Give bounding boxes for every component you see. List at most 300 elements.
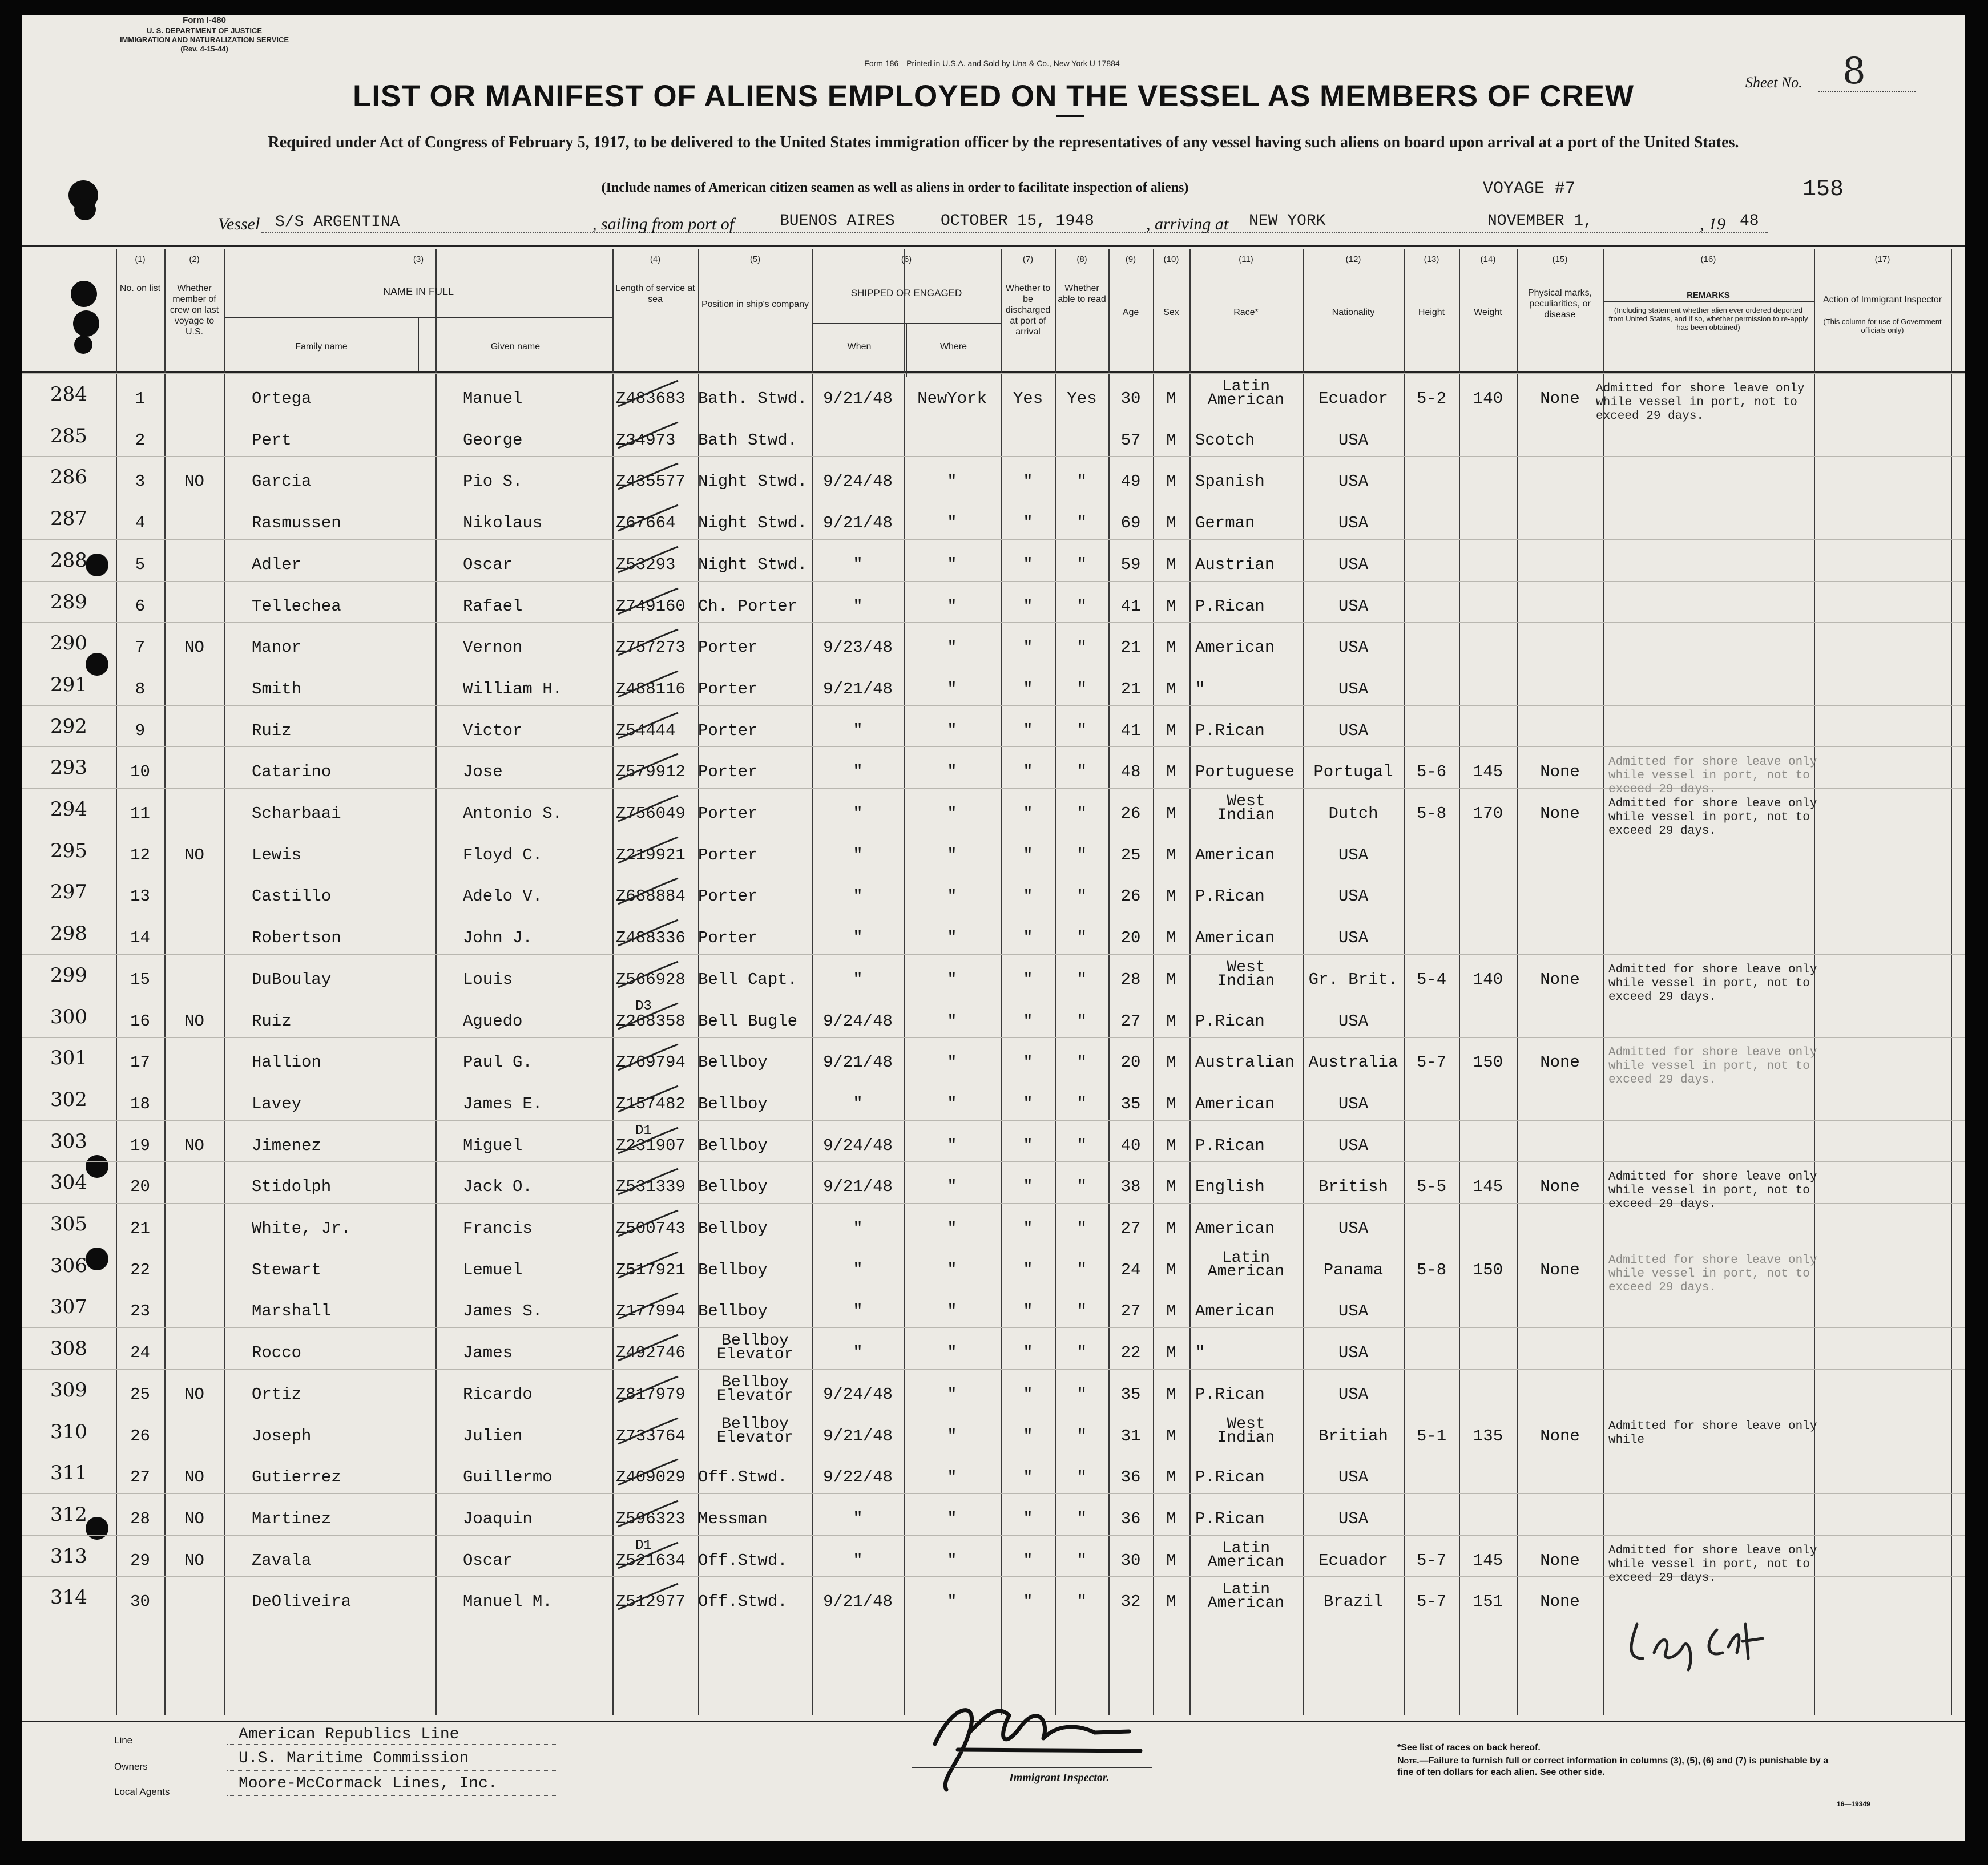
cell-age: 32 bbox=[1120, 1592, 1141, 1612]
cell-where: " bbox=[947, 887, 957, 906]
cell-sex: M bbox=[1166, 1302, 1176, 1321]
remark-text bbox=[1608, 1046, 1817, 1087]
document-title: LIST OR MANIFEST OF ALIENS EMPLOYED ON THE VESSEL AS MEMBERS OF CREW bbox=[352, 79, 1635, 113]
service-annotation: D1 bbox=[635, 1123, 652, 1139]
cell-family: Manor bbox=[252, 638, 302, 657]
cell-disch: " bbox=[1023, 845, 1033, 865]
cell-margin: 311 bbox=[50, 1462, 87, 1485]
cell-last: NO bbox=[184, 638, 204, 657]
cell-given: Ricardo bbox=[463, 1384, 533, 1404]
cell-position: Porter bbox=[698, 804, 758, 823]
column-number: (1) bbox=[135, 255, 146, 264]
cell-sex: M bbox=[1166, 721, 1176, 740]
cell-disch: " bbox=[1023, 596, 1033, 616]
cell-race: English bbox=[1195, 1177, 1265, 1197]
check-slash bbox=[615, 461, 684, 495]
cell-no: 28 bbox=[130, 1509, 150, 1528]
cell-given: Louis bbox=[463, 970, 513, 989]
department: U. S. DEPARTMENT OF JUSTICE bbox=[147, 26, 262, 35]
cell-given: Julien bbox=[463, 1426, 523, 1446]
cell-read: " bbox=[1076, 514, 1087, 533]
cell-read: " bbox=[1076, 1302, 1087, 1321]
cell-disch: " bbox=[1023, 1053, 1033, 1072]
column-label: Sex bbox=[1163, 308, 1179, 317]
check-slash bbox=[615, 627, 684, 661]
cell-when: 9/21/48 bbox=[823, 514, 893, 533]
cell-family: Ruiz bbox=[252, 1011, 292, 1031]
remark-line: exceed 29 days. bbox=[1608, 825, 1717, 838]
cell-service: Z769794 bbox=[616, 1053, 685, 1072]
cell-service: Z409029 bbox=[616, 1468, 685, 1487]
cell-age: 21 bbox=[1120, 679, 1141, 699]
cell-sex: M bbox=[1166, 1053, 1176, 1072]
cell-race: P.Rican bbox=[1195, 1011, 1265, 1031]
cell-service: Z492746 bbox=[616, 1343, 685, 1363]
cell-marks: None bbox=[1540, 1053, 1580, 1072]
cell-margin: 292 bbox=[50, 714, 87, 738]
remark-text bbox=[1608, 1170, 1817, 1212]
printer-line: Form 186—Printed in U.S.A. and Sold by Una & Co., New York U 17884 bbox=[864, 59, 1120, 68]
remark-line: while vessel in port, not to bbox=[1608, 769, 1810, 783]
vessel-label: Vessel bbox=[218, 215, 260, 233]
cell-sex: M bbox=[1166, 804, 1176, 823]
cell-race bbox=[1189, 795, 1303, 822]
cell-no: 12 bbox=[130, 845, 150, 865]
cell-position: Porter bbox=[698, 929, 758, 948]
cell-last: NO bbox=[184, 1384, 204, 1404]
cell-read: " bbox=[1076, 887, 1087, 906]
cell-margin: 285 bbox=[50, 424, 87, 447]
cell-given: Adelo V. bbox=[463, 887, 543, 906]
cell-disch: " bbox=[1023, 1468, 1033, 1487]
agents-rule bbox=[227, 1795, 558, 1796]
cell-margin: 310 bbox=[50, 1420, 87, 1443]
cell-race bbox=[1189, 1581, 1303, 1613]
cell-height: 5-7 bbox=[1416, 1592, 1447, 1612]
owners-rule bbox=[227, 1770, 558, 1771]
cell-where: " bbox=[947, 1260, 957, 1279]
officer-initials bbox=[1620, 1607, 1780, 1676]
column-number: (11) bbox=[1239, 255, 1253, 264]
cell-service: Z531339 bbox=[616, 1177, 685, 1197]
cell-margin: 289 bbox=[50, 590, 87, 613]
cell-where: " bbox=[947, 1219, 957, 1238]
cell-where: " bbox=[947, 1136, 957, 1155]
cell-given: Pio S. bbox=[463, 472, 523, 491]
cell-where: " bbox=[947, 1509, 957, 1528]
cell-race bbox=[1189, 380, 1303, 407]
cell-when: " bbox=[853, 762, 863, 782]
cell-age: 48 bbox=[1120, 762, 1141, 782]
cell-disch: " bbox=[1023, 555, 1033, 574]
cell-where: " bbox=[947, 1426, 957, 1446]
cell-disch: " bbox=[1023, 1136, 1033, 1155]
cell-family: Joseph bbox=[252, 1426, 312, 1446]
cell-line: American bbox=[1207, 1262, 1285, 1281]
cell-margin: 297 bbox=[50, 881, 87, 904]
cell-read: " bbox=[1076, 762, 1087, 782]
remark-line: while vessel in port, not to bbox=[1608, 1267, 1810, 1281]
cell-race: Australian bbox=[1195, 1053, 1295, 1072]
cell-marks: None bbox=[1540, 1426, 1580, 1446]
cell-nationality: British bbox=[1318, 1177, 1388, 1197]
cell-disch: " bbox=[1023, 1384, 1033, 1404]
cell-race: P.Rican bbox=[1195, 721, 1265, 740]
column-sublabel: Where bbox=[939, 342, 967, 352]
cell-disch: " bbox=[1023, 1343, 1033, 1363]
check-slash bbox=[615, 419, 684, 454]
cell-last: NO bbox=[184, 1011, 204, 1031]
cell-disch: " bbox=[1023, 1509, 1033, 1528]
cell-given: Aguedo bbox=[463, 1011, 523, 1031]
cell-nationality: USA bbox=[1338, 430, 1369, 450]
cell-age: 22 bbox=[1120, 1343, 1141, 1363]
cell-position: Bellboy bbox=[698, 1094, 768, 1113]
cell-read: " bbox=[1076, 1260, 1087, 1279]
cell-sex: M bbox=[1166, 1177, 1176, 1197]
cell-where: " bbox=[947, 1053, 957, 1072]
column-label: No. on list bbox=[119, 284, 161, 293]
cell-race: P.Rican bbox=[1195, 1384, 1265, 1404]
cell-nationality: Ecuador bbox=[1318, 389, 1388, 408]
cell-margin: 293 bbox=[50, 756, 87, 780]
cell-read: " bbox=[1076, 929, 1087, 948]
column-label: Physical marks, peculiarities, or disease bbox=[1527, 288, 1592, 320]
cell-service: Z749160 bbox=[616, 596, 685, 616]
cell-age: 20 bbox=[1120, 1053, 1141, 1072]
cell-race: American bbox=[1195, 845, 1275, 865]
cell-race: Austrian bbox=[1195, 555, 1275, 574]
cell-race: Spanish bbox=[1195, 472, 1265, 491]
cell-margin: 314 bbox=[50, 1586, 87, 1609]
cell-disch: " bbox=[1023, 762, 1033, 782]
cell-age: 27 bbox=[1120, 1011, 1141, 1031]
cell-read: " bbox=[1076, 1384, 1087, 1404]
cell-age: 26 bbox=[1120, 887, 1141, 906]
cell-where: " bbox=[947, 721, 957, 740]
cell-where: " bbox=[947, 1384, 957, 1404]
cell-when: " bbox=[853, 555, 863, 574]
cell-where: " bbox=[947, 1592, 957, 1612]
agents-label: Local Agents bbox=[114, 1786, 170, 1797]
revision: (Rev. 4-15-44) bbox=[180, 45, 228, 53]
check-slash bbox=[615, 502, 684, 536]
cell-age: 36 bbox=[1120, 1509, 1141, 1528]
cell-no: 6 bbox=[135, 596, 146, 616]
cell-where: " bbox=[947, 1302, 957, 1321]
cell-marks: None bbox=[1540, 1177, 1580, 1197]
service-annotation: D1 bbox=[635, 1537, 652, 1553]
cell-when: " bbox=[853, 721, 863, 740]
cell-nationality: USA bbox=[1338, 887, 1369, 906]
cell-line: Latin bbox=[1221, 1539, 1270, 1557]
cell-read: " bbox=[1076, 1592, 1087, 1612]
cell-sex: M bbox=[1166, 389, 1176, 408]
cell-disch: " bbox=[1023, 1219, 1033, 1238]
cell-disch: " bbox=[1023, 1011, 1033, 1031]
cell-position: Ch. Porter bbox=[698, 596, 798, 616]
cell-nationality: USA bbox=[1338, 1219, 1369, 1238]
cell-given: George bbox=[463, 430, 523, 450]
cell-service: Z488116 bbox=[616, 679, 685, 699]
cell-weight: 145 bbox=[1473, 1551, 1503, 1570]
cell-family: Smith bbox=[252, 679, 302, 699]
column-number: (15) bbox=[1552, 255, 1568, 264]
check-slash bbox=[615, 1540, 684, 1574]
cell-given: Manuel M. bbox=[463, 1592, 553, 1612]
cell-service: Z34973 bbox=[616, 430, 676, 450]
cell-read: " bbox=[1076, 845, 1087, 865]
cell-position: Bellboy bbox=[698, 1177, 768, 1197]
cell-nationality: USA bbox=[1338, 1509, 1369, 1528]
cell-margin: 304 bbox=[50, 1171, 87, 1194]
cell-position: Messman bbox=[698, 1509, 768, 1528]
cell-service: Z817979 bbox=[616, 1384, 685, 1404]
cell-line: Elevator bbox=[716, 1428, 794, 1447]
cell-given: Nikolaus bbox=[463, 514, 543, 533]
cell-nationality: Panama bbox=[1323, 1260, 1384, 1279]
cell-sex: M bbox=[1166, 1509, 1176, 1528]
column-sublabel: When bbox=[847, 342, 872, 352]
cell-where: " bbox=[947, 679, 957, 699]
cell-sex: M bbox=[1166, 1011, 1176, 1031]
cell-no: 9 bbox=[135, 721, 146, 740]
cell-given: Lemuel bbox=[463, 1260, 523, 1279]
cell-read: Yes bbox=[1067, 389, 1097, 408]
cell-where: " bbox=[947, 1094, 957, 1113]
cell-where: " bbox=[947, 762, 957, 782]
cell-race: American bbox=[1195, 1302, 1275, 1321]
cell-race: American bbox=[1195, 929, 1275, 948]
cell-sex: M bbox=[1166, 596, 1176, 616]
cell-age: 27 bbox=[1120, 1302, 1141, 1321]
cell-read: " bbox=[1076, 472, 1087, 491]
cell-read: " bbox=[1076, 1136, 1087, 1155]
check-slash bbox=[615, 917, 684, 951]
cell-line: Bellboy bbox=[721, 1332, 789, 1350]
remark-text bbox=[1596, 382, 1804, 423]
cell-race: American bbox=[1195, 638, 1275, 657]
cell-weight: 151 bbox=[1473, 1592, 1503, 1612]
cell-line: West bbox=[1227, 793, 1265, 810]
cell-line: West bbox=[1227, 958, 1265, 976]
cell-no: 26 bbox=[130, 1426, 150, 1446]
cell-sex: M bbox=[1166, 762, 1176, 782]
check-slash bbox=[615, 751, 684, 785]
legal-requirement: Required under Act of Congress of February 5, 1917, to be delivered to the United States immigration officer by the representatives of any vessel having such aliens on board upon arrival at a port of the United States. bbox=[268, 134, 1739, 151]
cell-service: Z53293 bbox=[616, 555, 676, 574]
cell-disch: " bbox=[1023, 514, 1033, 533]
cell-no: 7 bbox=[135, 638, 146, 657]
check-slash bbox=[615, 1415, 684, 1450]
check-slash bbox=[615, 793, 684, 827]
cell-disch: " bbox=[1023, 1592, 1033, 1612]
remark-text bbox=[1608, 963, 1817, 1004]
cell-read: " bbox=[1076, 596, 1087, 616]
cell-marks: None bbox=[1540, 804, 1580, 823]
cell-read: " bbox=[1076, 1551, 1087, 1570]
cell-when: 9/21/48 bbox=[823, 389, 893, 408]
cell-margin: 288 bbox=[50, 548, 87, 572]
check-slash bbox=[615, 1166, 684, 1200]
column-number: (14) bbox=[1480, 255, 1496, 264]
cell-sex: M bbox=[1166, 1384, 1176, 1404]
cell-read: " bbox=[1076, 1011, 1087, 1031]
cell-family: Lavey bbox=[252, 1094, 302, 1113]
cell-family: DuBoulay bbox=[252, 970, 332, 989]
cell-when: " bbox=[853, 1260, 863, 1279]
cell-margin: 309 bbox=[50, 1378, 87, 1402]
column-number: (2) bbox=[189, 255, 200, 264]
cell-no: 14 bbox=[130, 929, 150, 948]
cell-sex: M bbox=[1166, 845, 1176, 865]
cell-where: " bbox=[947, 514, 957, 533]
line-label: Line bbox=[114, 1735, 133, 1746]
cell-given: Oscar bbox=[463, 555, 513, 574]
cell-disch: " bbox=[1023, 638, 1033, 657]
sheet-no-label: Sheet No. bbox=[1745, 74, 1802, 91]
sub-column-rule bbox=[906, 323, 907, 377]
cell-last: NO bbox=[184, 1509, 204, 1528]
cell-nationality: USA bbox=[1338, 472, 1369, 491]
arrival-date: NOVEMBER 1, bbox=[1487, 212, 1593, 230]
check-slash bbox=[615, 1332, 684, 1366]
cell-where: " bbox=[947, 1468, 957, 1487]
cell-weight: 170 bbox=[1473, 804, 1503, 823]
cell-race: American bbox=[1195, 1094, 1275, 1113]
cell-family: Ruiz bbox=[252, 721, 292, 740]
column-subtext: (This column for use of Government officials only) bbox=[1823, 317, 1942, 334]
column-number: (4) bbox=[650, 255, 661, 264]
year-prefix: , 19 bbox=[1700, 215, 1725, 233]
cell-nationality: Brazil bbox=[1323, 1592, 1384, 1612]
cell-race: P.Rican bbox=[1195, 1509, 1265, 1528]
cell-given: Francis bbox=[463, 1219, 533, 1238]
column-number: (16) bbox=[1700, 255, 1716, 264]
cell-race bbox=[1189, 1415, 1303, 1447]
cell-sex: M bbox=[1166, 679, 1176, 699]
cell-age: 25 bbox=[1120, 845, 1141, 865]
cell-height: 5-8 bbox=[1416, 1260, 1447, 1279]
cell-nationality: USA bbox=[1338, 1011, 1369, 1031]
cell-age: 57 bbox=[1120, 430, 1141, 450]
check-slash bbox=[615, 1581, 684, 1615]
remark-line: Admitted for shore leave only bbox=[1608, 1253, 1817, 1267]
cell-family: Pert bbox=[252, 430, 292, 450]
cell-age: 38 bbox=[1120, 1177, 1141, 1197]
cell-given: Jose bbox=[463, 762, 503, 782]
cell-disch: " bbox=[1023, 1260, 1033, 1279]
cell-sex: M bbox=[1166, 1219, 1176, 1238]
agents-value: Moore-McCormack Lines, Inc. bbox=[239, 1775, 498, 1793]
cell-margin: 302 bbox=[50, 1088, 87, 1111]
cell-where: " bbox=[947, 1551, 957, 1570]
cell-sex: M bbox=[1166, 1468, 1176, 1487]
inspector-rule bbox=[912, 1767, 1152, 1768]
cell-height: 5-7 bbox=[1416, 1551, 1447, 1570]
cell-where: NewYork bbox=[917, 389, 987, 408]
include-note: (Include names of American citizen seamen as well as aliens in order to facilitate inspection of aliens) bbox=[601, 180, 1189, 195]
check-slash bbox=[615, 1083, 684, 1117]
cell-when: 9/21/48 bbox=[823, 679, 893, 699]
cell-sex: M bbox=[1166, 1592, 1176, 1612]
cell-marks: None bbox=[1540, 1592, 1580, 1612]
cell-where: " bbox=[947, 1343, 957, 1363]
cell-margin: 300 bbox=[50, 1005, 87, 1028]
cell-nationality: USA bbox=[1338, 514, 1369, 533]
cell-margin: 307 bbox=[50, 1295, 87, 1319]
cell-sex: M bbox=[1166, 887, 1176, 906]
cell-age: 30 bbox=[1120, 389, 1141, 408]
cell-no: 5 bbox=[135, 555, 146, 574]
cell-service: Z54444 bbox=[616, 721, 676, 740]
cell-when: " bbox=[853, 804, 863, 823]
column-label: SHIPPED OR ENGAGED bbox=[850, 288, 962, 298]
cell-no: 8 bbox=[135, 679, 146, 699]
cell-sex: M bbox=[1166, 638, 1176, 657]
cell-family: Jimenez bbox=[252, 1136, 321, 1155]
check-slash bbox=[615, 1208, 684, 1242]
cell-no: 19 bbox=[130, 1136, 150, 1155]
cell-line: American bbox=[1207, 1553, 1285, 1571]
remark-text bbox=[1608, 1254, 1817, 1295]
cell-line: Latin bbox=[1221, 378, 1270, 395]
cell-when: " bbox=[853, 929, 863, 948]
cell-sex: M bbox=[1166, 1426, 1176, 1446]
vessel-line-rule bbox=[261, 232, 1768, 233]
cell-no: 25 bbox=[130, 1384, 150, 1404]
cell-nationality: Dutch bbox=[1328, 804, 1378, 823]
cell-when: " bbox=[853, 1509, 863, 1528]
cell-age: 41 bbox=[1120, 596, 1141, 616]
cell-position: Porter bbox=[698, 887, 758, 906]
cell-margin: 298 bbox=[50, 922, 87, 946]
column-label: Position in ship's company bbox=[701, 300, 809, 309]
cell-position: Off.Stwd. bbox=[698, 1592, 788, 1612]
check-slash bbox=[615, 1498, 684, 1532]
cell-race bbox=[1189, 1249, 1303, 1281]
cell-line: Bellboy bbox=[721, 1415, 789, 1433]
cell-given: William H. bbox=[463, 679, 563, 699]
remark-line: Admitted for shore leave only bbox=[1608, 797, 1817, 810]
departure-port: BUENOS AIRES bbox=[780, 212, 895, 230]
remark-line: exceed 29 days. bbox=[1608, 783, 1717, 797]
cell-family: Martinez bbox=[252, 1509, 332, 1528]
column-label: Action of Immigrant Inspector bbox=[1822, 295, 1942, 305]
cell-family: Adler bbox=[252, 555, 302, 574]
cell-family: DeOliveira bbox=[252, 1592, 352, 1612]
cell-service: Z157482 bbox=[616, 1094, 685, 1113]
remark-line: exceed 29 days. bbox=[1596, 410, 1704, 423]
cell-no: 29 bbox=[130, 1551, 150, 1570]
cell-position: Bellboy bbox=[698, 1302, 768, 1321]
cell-margin: 308 bbox=[50, 1337, 87, 1361]
cell-service: Z517921 bbox=[616, 1260, 685, 1279]
cell-no: 1 bbox=[135, 389, 146, 408]
cell-disch: " bbox=[1023, 1426, 1033, 1446]
cell-when: 9/21/48 bbox=[823, 1177, 893, 1197]
cell-read: " bbox=[1076, 721, 1087, 740]
cell-given: John J. bbox=[463, 929, 533, 948]
cell-sex: M bbox=[1166, 1136, 1176, 1155]
cell-marks: None bbox=[1540, 970, 1580, 989]
cell-race bbox=[1189, 958, 1303, 990]
cell-where: " bbox=[947, 804, 957, 823]
cell-height: 5-6 bbox=[1416, 762, 1447, 782]
cell-when: " bbox=[853, 887, 863, 906]
cell-position: Bell Capt. bbox=[698, 970, 798, 989]
cell-family: Robertson bbox=[252, 929, 341, 948]
